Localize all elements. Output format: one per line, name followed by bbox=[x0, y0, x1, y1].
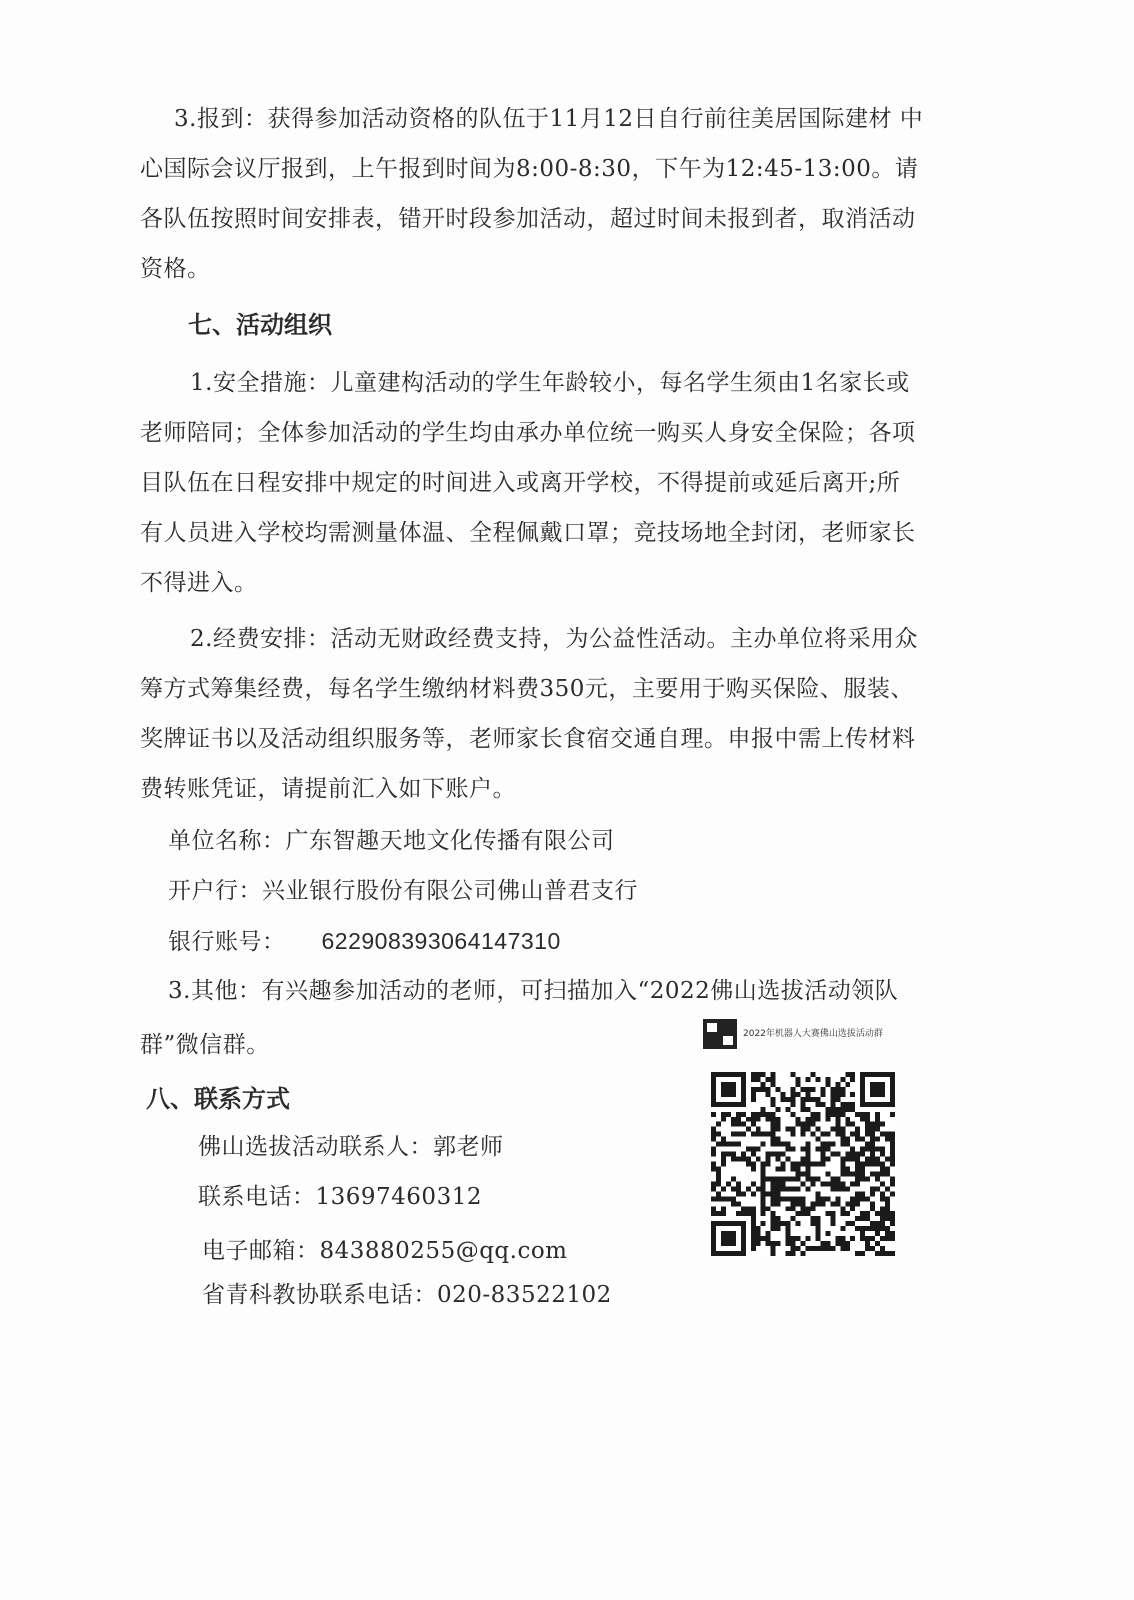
account-number-row bbox=[168, 926, 561, 957]
registration-line-1: 3.报到：获得参加活动资格的队伍于11月12日自行前往美居国际建材 中 bbox=[174, 106, 924, 132]
funding-line-4: 费转账凭证，请提前汇入如下账户。 bbox=[140, 776, 516, 802]
account-number-value: 622908393064147310 bbox=[321, 928, 561, 954]
qr-group-title: 2022年机器人大赛佛山选拔活动群 bbox=[743, 1028, 883, 1039]
group-avatar-icon bbox=[703, 1019, 737, 1049]
funding-line-1: 2.经费安排：活动无财政经费支持，为公益性活动。主办单位将采用众 bbox=[190, 626, 918, 652]
qr-code-card bbox=[703, 1018, 903, 1268]
contact-association-phone: 省青科教协联系电话：020-83522102 bbox=[202, 1282, 612, 1308]
section-eight-heading: 八、联系方式 bbox=[146, 1085, 290, 1113]
contact-email: 电子邮箱：843880255@qq.com bbox=[202, 1238, 568, 1264]
safety-line-5: 不得进入。 bbox=[140, 570, 258, 596]
other-line-2: 群”微信群。 bbox=[140, 1032, 270, 1058]
safety-line-2: 老师陪同；全体参加活动的学生均由承办单位统一购买人身安全保险；各项 bbox=[140, 420, 916, 446]
funding-line-3: 奖牌证书以及活动组织服务等，老师家长食宿交通自理。申报中需上传材料 bbox=[140, 726, 916, 752]
contact-person: 佛山选拔活动联系人：郭老师 bbox=[198, 1134, 504, 1160]
registration-line-3: 各队伍按照时间安排表，错开时段参加活动，超过时间未报到者，取消活动 bbox=[140, 206, 916, 232]
registration-line-4: 资格。 bbox=[140, 256, 211, 282]
safety-line-1: 1.安全措施：儿童建构活动的学生年龄较小，每名学生须由1名家长或 bbox=[190, 370, 910, 396]
account-unit-name: 单位名称：广东智趣天地文化传播有限公司 bbox=[168, 828, 615, 854]
account-bank: 开户行：兴业银行股份有限公司佛山普君支行 bbox=[168, 878, 638, 904]
contact-phone: 联系电话：13697460312 bbox=[198, 1184, 482, 1210]
section-seven-heading: 七、活动组织 bbox=[188, 311, 332, 339]
funding-line-2: 筹方式筹集经费，每名学生缴纳材料费350元，主要用于购买保险、服装、 bbox=[140, 676, 914, 702]
wechat-group-qr-code-icon bbox=[711, 1070, 895, 1258]
other-line-1: 3.其他：有兴趣参加活动的老师，可扫描加入“2022佛山选拔活动领队 bbox=[168, 978, 899, 1004]
safety-line-4: 有人员进入学校均需测量体温、全程佩戴口罩；竞技场地全封闭，老师家长 bbox=[140, 520, 916, 546]
qr-header bbox=[703, 1018, 903, 1050]
registration-line-2: 心国际会议厅报到，上午报到时间为8:00-8:30，下午为12:45-13:00。请 bbox=[140, 156, 919, 182]
safety-line-3: 目队伍在日程安排中规定的时间进入或离开学校，不得提前或延后离开;所 bbox=[140, 470, 901, 496]
account-number-label: 银行账号： bbox=[168, 929, 286, 955]
